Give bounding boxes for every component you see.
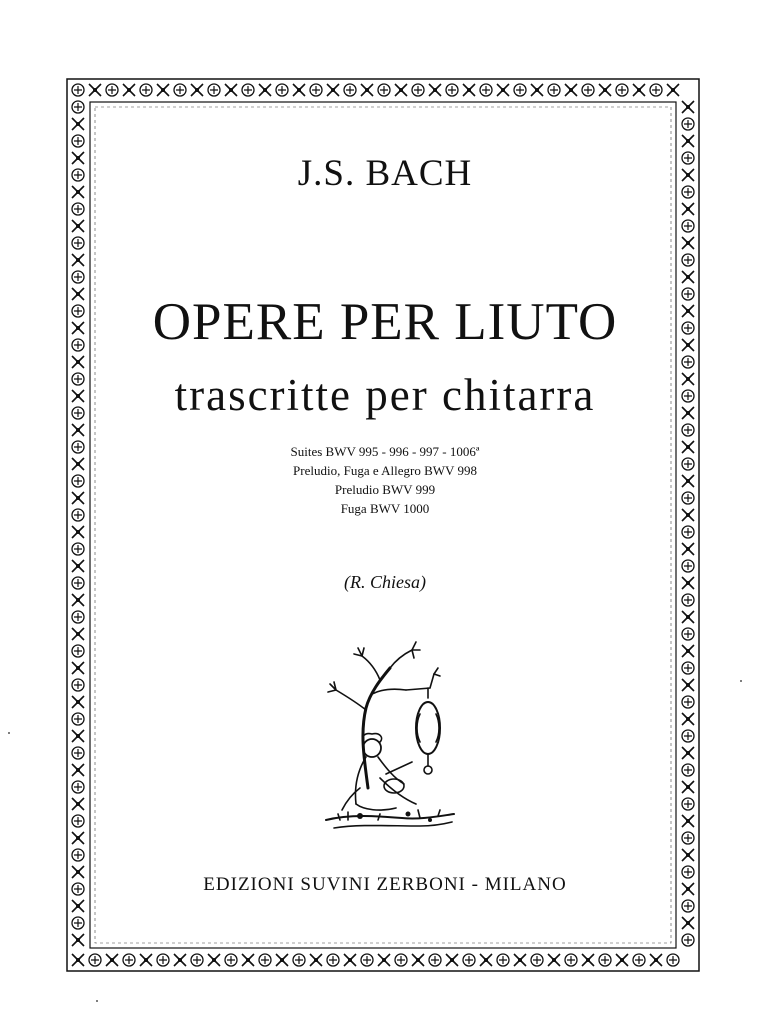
- lute-player-drawing: [320, 638, 460, 843]
- lute-player-illustration: [320, 638, 460, 843]
- works-list: [96, 442, 674, 518]
- works-line: Suites BWV 995 - 996 - 997 - 1006ª: [290, 444, 480, 459]
- paper-speck: [96, 1000, 98, 1002]
- page-content: [96, 110, 674, 942]
- publisher-imprint: EDIZIONI SUVINI ZERBONI - MILANO: [203, 874, 567, 895]
- paper-speck: [8, 732, 10, 734]
- works-line: Preludio BWV 999: [334, 482, 436, 497]
- work-subtitle: trascritte per chitarra: [174, 370, 596, 420]
- work-title: OPERE PER LIUTO: [152, 293, 618, 351]
- works-line: Preludio, Fuga e Allegro BWV 998: [293, 463, 477, 478]
- editor-credit: (R. Chiesa): [344, 572, 426, 592]
- composer-name: J.S. BACH: [297, 153, 473, 194]
- paper-speck: [740, 680, 742, 682]
- works-line: Fuga BWV 1000: [340, 501, 430, 516]
